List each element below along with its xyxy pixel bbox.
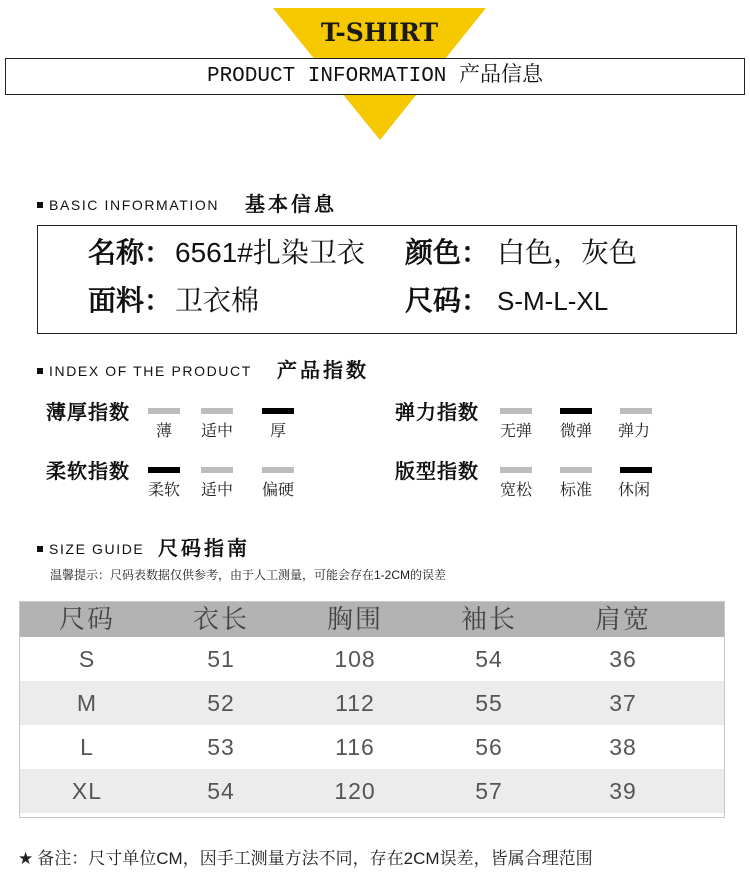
column-header: 肩宽 <box>594 604 651 634</box>
index-name: 版型指数 <box>395 461 479 483</box>
index-item-fit <box>395 460 695 505</box>
table-cell: 39 <box>609 778 637 804</box>
table-cell: 51 <box>207 646 235 672</box>
heading-cn: 尺码指南 <box>158 538 250 560</box>
table-cell: 54 <box>207 778 235 804</box>
index-item-thickness <box>46 401 346 446</box>
level-bar <box>620 408 652 414</box>
level-label: 薄 <box>155 423 172 440</box>
size-tip: 温馨提示：尺码表数据仅供参考，由于人工测量，可能会存在1-2CM的误差 <box>50 568 447 582</box>
table-cell: 112 <box>335 690 375 716</box>
index-name: 弹力指数 <box>395 402 479 424</box>
level-label: 休闲 <box>617 482 650 499</box>
level-label: 无弹 <box>499 423 532 440</box>
field-value-size: S-M-L-XL <box>497 286 609 316</box>
table-cell: 116 <box>335 734 375 760</box>
size-table <box>19 601 725 818</box>
table-row <box>20 725 724 769</box>
level-label: 微弹 <box>559 423 592 440</box>
column-header: 胸围 <box>326 604 383 634</box>
level-label: 偏硬 <box>261 482 294 499</box>
field-label-fabric: 面料： <box>88 285 173 316</box>
field-label-size: 尺码： <box>405 285 490 316</box>
table-cell: 56 <box>475 734 503 760</box>
level-label: 适中 <box>200 423 233 440</box>
level-bar <box>262 408 294 414</box>
table-row <box>20 637 724 681</box>
product-index-heading <box>0 359 750 383</box>
level-bar <box>500 408 532 414</box>
level-bar <box>560 467 592 473</box>
heading-cn: 产品指数 <box>277 360 369 382</box>
table-cell: 52 <box>207 690 235 716</box>
size-guide-heading <box>0 537 750 561</box>
level-label: 适中 <box>200 482 233 499</box>
basic-info-heading <box>0 193 750 217</box>
index-name: 柔软指数 <box>46 461 130 483</box>
level-bar <box>262 467 294 473</box>
level-label: 弹力 <box>617 423 650 440</box>
table-cell: 57 <box>475 778 503 804</box>
square-bullet-icon <box>37 202 43 208</box>
heading-cn: 基本信息 <box>245 194 337 216</box>
note-text: 备注：尺寸单位CM，因手工测量方法不同，存在2CM误差，皆属合理范围 <box>37 849 593 868</box>
index-item-softness <box>46 460 346 505</box>
table-cell: 38 <box>609 734 637 760</box>
field-value-color: 白色，灰色 <box>497 237 638 268</box>
level-bar <box>148 467 180 473</box>
level-label: 柔软 <box>147 482 180 499</box>
level-label: 宽松 <box>499 482 532 499</box>
square-bullet-icon <box>37 368 43 374</box>
index-name: 薄厚指数 <box>46 402 130 424</box>
field-value-name: 6561#扎染卫衣 <box>175 237 365 268</box>
table-cell: S <box>78 646 96 672</box>
table-cell: XL <box>71 778 103 804</box>
table-row <box>20 681 724 725</box>
level-bar <box>201 408 233 414</box>
table-cell: 120 <box>334 778 376 804</box>
star-icon: ★ <box>18 849 34 868</box>
heading-en: SIZE GUIDE <box>49 541 145 557</box>
level-label: 标准 <box>559 482 592 499</box>
page-title: PRODUCT INFORMATION 产品信息 <box>5 58 745 95</box>
level-bar <box>500 467 532 473</box>
level-label: 厚 <box>269 423 286 440</box>
table-header-row <box>20 602 724 637</box>
index-item-elasticity <box>395 401 695 446</box>
table-cell: 36 <box>609 646 637 672</box>
column-header: 尺码 <box>58 604 115 634</box>
table-cell: 108 <box>334 646 376 672</box>
size-note <box>18 848 593 870</box>
level-bar <box>560 408 592 414</box>
field-value-fabric: 卫衣棉 <box>175 285 260 316</box>
table-row <box>20 769 724 813</box>
table-cell: 37 <box>609 690 637 716</box>
column-header: 衣长 <box>192 604 249 634</box>
field-label-color: 颜色： <box>405 237 490 268</box>
table-cell: M <box>76 690 98 716</box>
level-bar <box>148 408 180 414</box>
banner-tag: T-SHIRT <box>320 18 439 47</box>
level-bar <box>201 467 233 473</box>
table-cell: 54 <box>475 646 503 672</box>
heading-en: INDEX OF THE PRODUCT <box>49 363 252 379</box>
heading-en: BASIC INFORMATION <box>49 197 220 213</box>
column-header: 袖长 <box>460 604 517 634</box>
field-label-name: 名称： <box>88 237 173 268</box>
table-cell: 55 <box>475 690 503 716</box>
square-bullet-icon <box>37 546 43 552</box>
level-bar <box>620 467 652 473</box>
table-cell: L <box>80 734 94 760</box>
table-cell: 53 <box>207 734 235 760</box>
basic-info-box <box>37 225 737 334</box>
